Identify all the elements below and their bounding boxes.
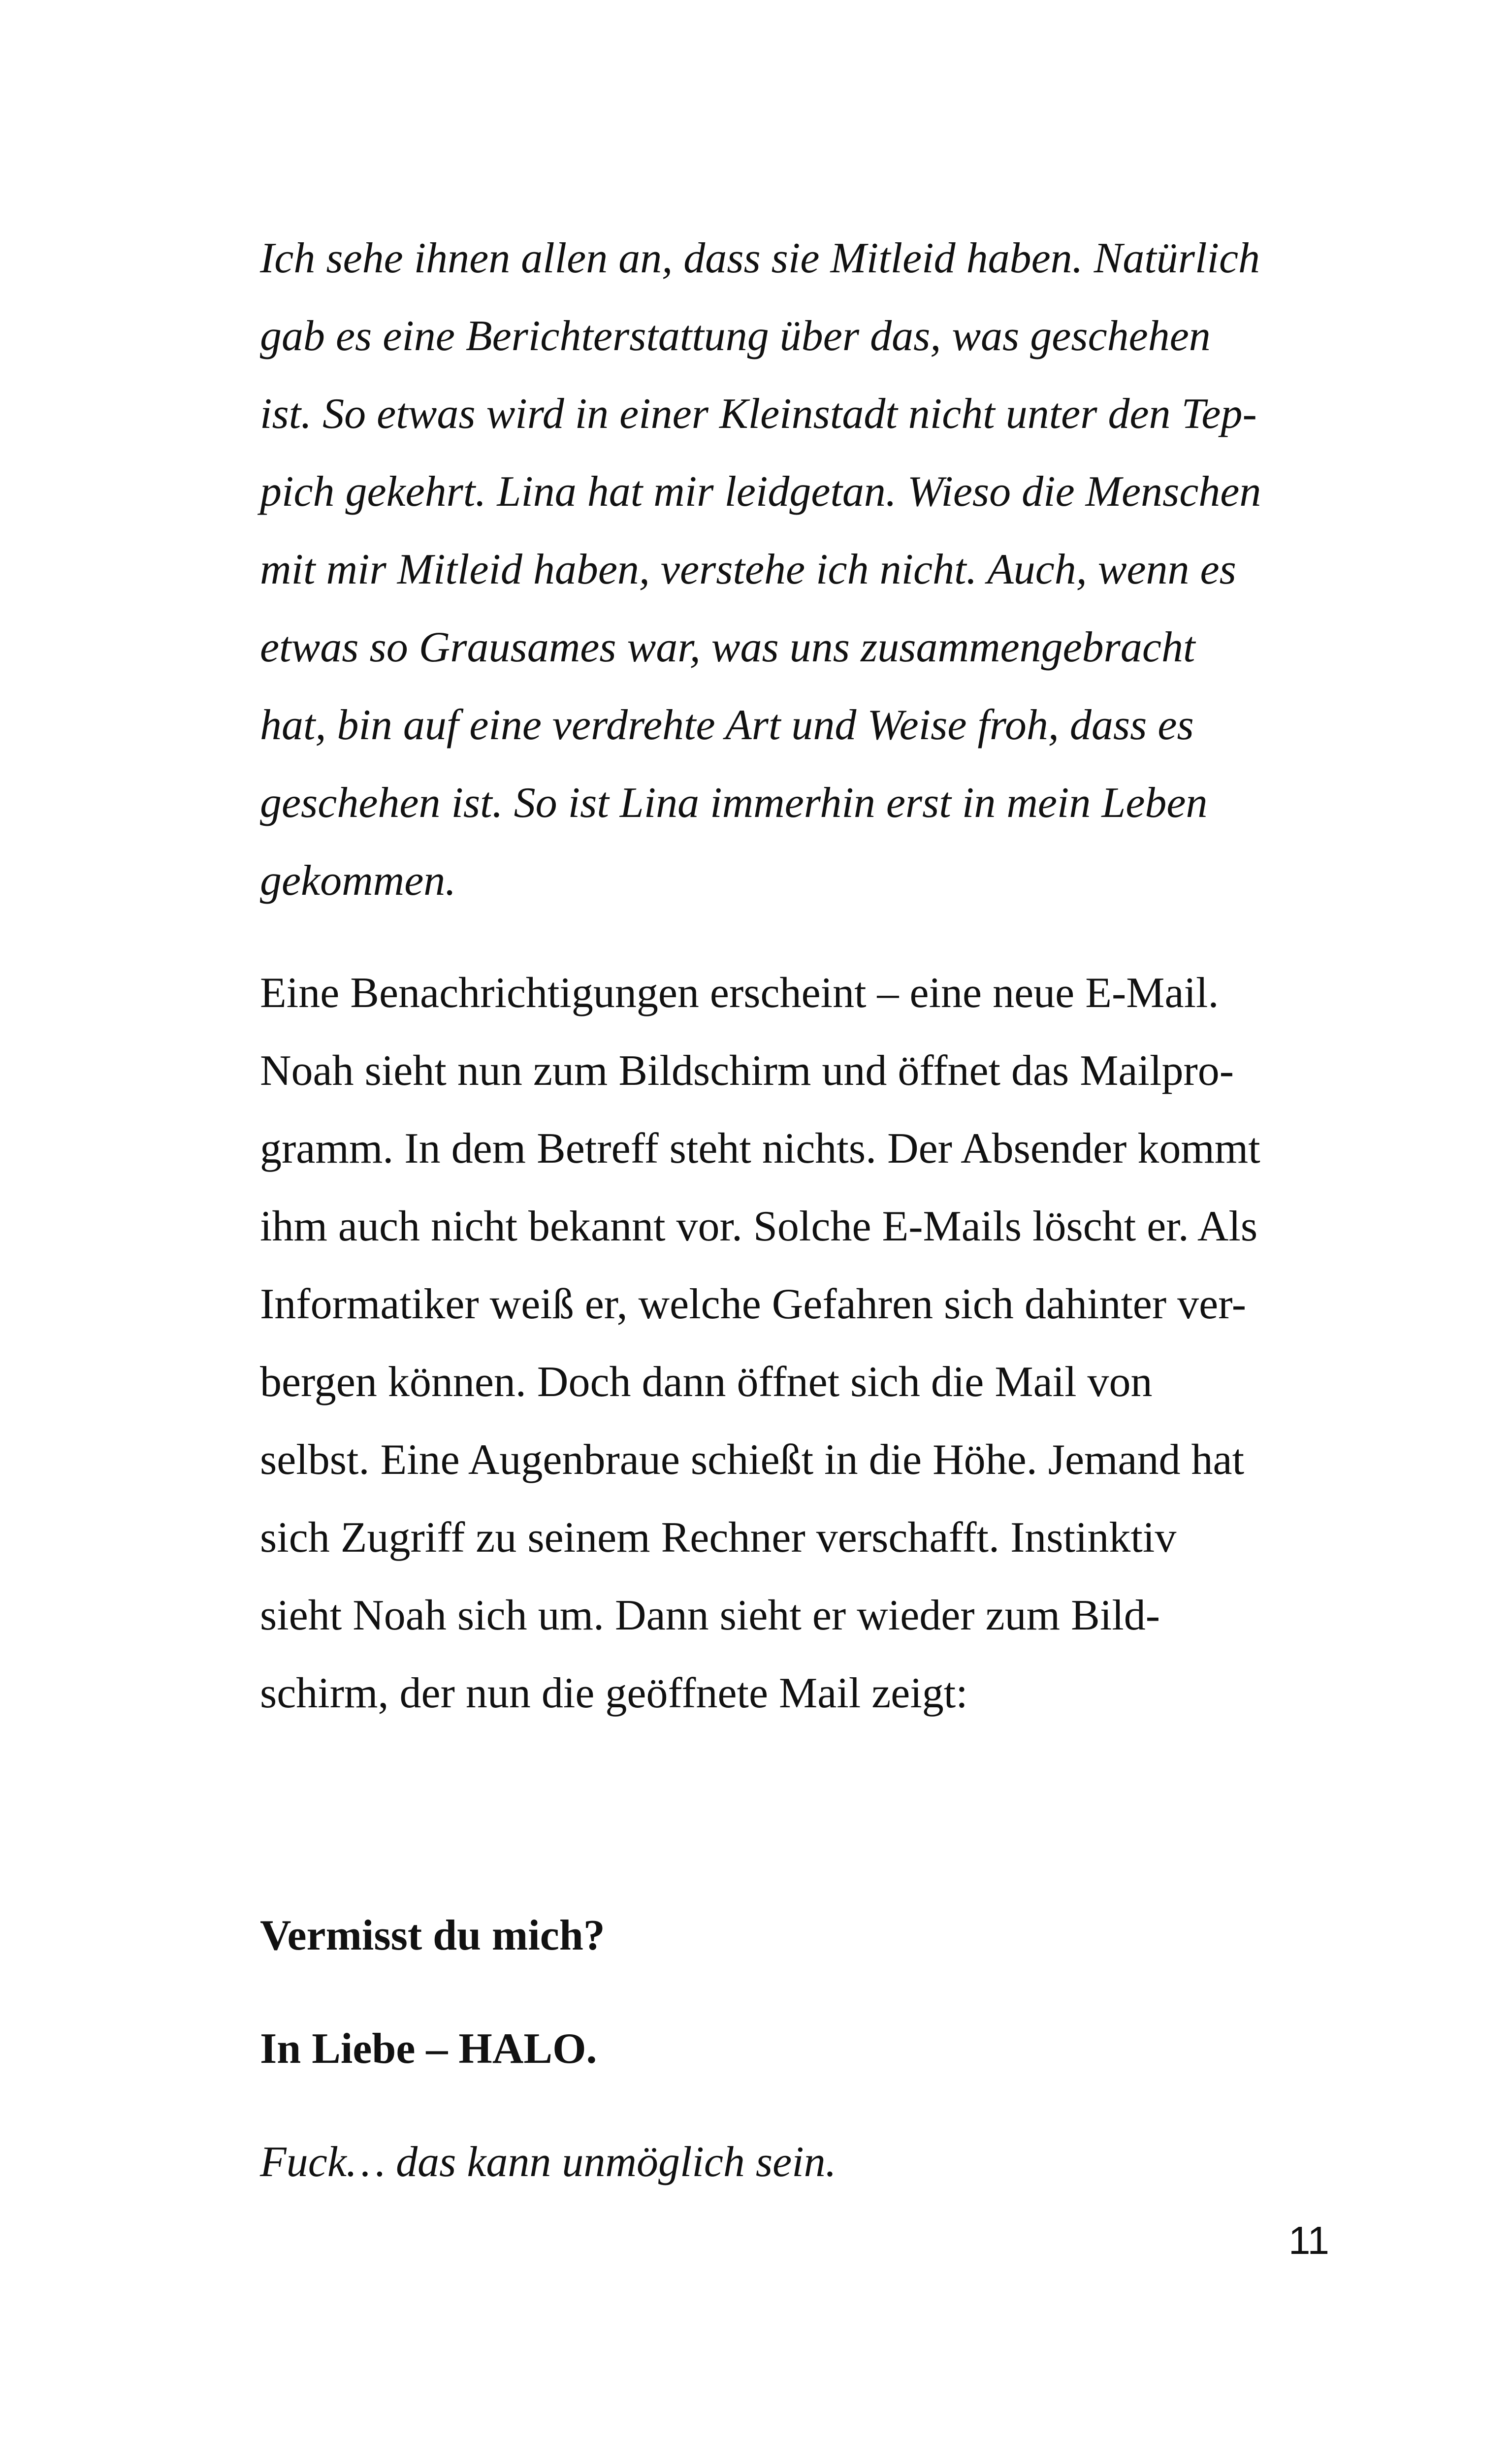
text-line: Informatiker weiß er, welche Gefahren sich dahinter ver- xyxy=(260,1280,1247,1328)
text-line: etwas so Grausames war, was uns zusammengebracht xyxy=(260,623,1195,671)
text-line: pich gekehrt. Lina hat mir leidgetan. Wieso die Menschen xyxy=(260,468,1261,516)
text-line: Ich sehe ihnen allen an, dass sie Mitleid haben. Natürlich xyxy=(260,234,1260,282)
text-line: mit mir Mitleid haben, verstehe ich nicht. Auch, wenn es xyxy=(260,546,1236,593)
text-line: schirm, der nun die geöffnete Mail zeigt: xyxy=(260,1669,968,1717)
text-line: sich Zugriff zu seinem Rechner verschafft. Instinktiv xyxy=(260,1514,1177,1562)
page-number: 11 xyxy=(1288,2218,1329,2262)
text-line: gekommen. xyxy=(260,857,456,905)
email-signature: In Liebe – HALO. xyxy=(260,2025,597,2073)
text-line: bergen können. Doch dann öffnet sich die Mail von xyxy=(260,1358,1153,1406)
text-line: geschehen ist. So ist Lina immerhin erst in mein Leben xyxy=(260,779,1208,827)
text-line: gramm. In dem Betreff steht nichts. Der Absender kommt xyxy=(260,1125,1260,1173)
text-line: sieht Noah sich um. Dann sieht er wieder zum Bild- xyxy=(260,1592,1160,1639)
text-line: ist. So etwas wird in einer Kleinstadt nicht unter den Tep- xyxy=(260,390,1257,438)
text-line: selbst. Eine Augenbraue schießt in die Höhe. Jemand hat xyxy=(260,1436,1245,1484)
closing-thought: Fuck… das kann unmöglich sein. xyxy=(260,2138,836,2186)
text-line: Noah sieht nun zum Bildschirm und öffnet das Mailpro- xyxy=(260,1047,1234,1095)
text-line: Eine Benachrichtigungen erscheint – eine neue E-Mail. xyxy=(260,969,1219,1017)
text-line: ihm auch nicht bekannt vor. Solche E-Mails löscht er. Als xyxy=(260,1203,1258,1250)
text-line: gab es eine Berichterstattung über das, was geschehen xyxy=(260,312,1211,360)
email-line: Vermisst du mich? xyxy=(260,1912,605,1959)
text-line: hat, bin auf eine verdrehte Art und Weise froh, dass es xyxy=(260,701,1194,749)
